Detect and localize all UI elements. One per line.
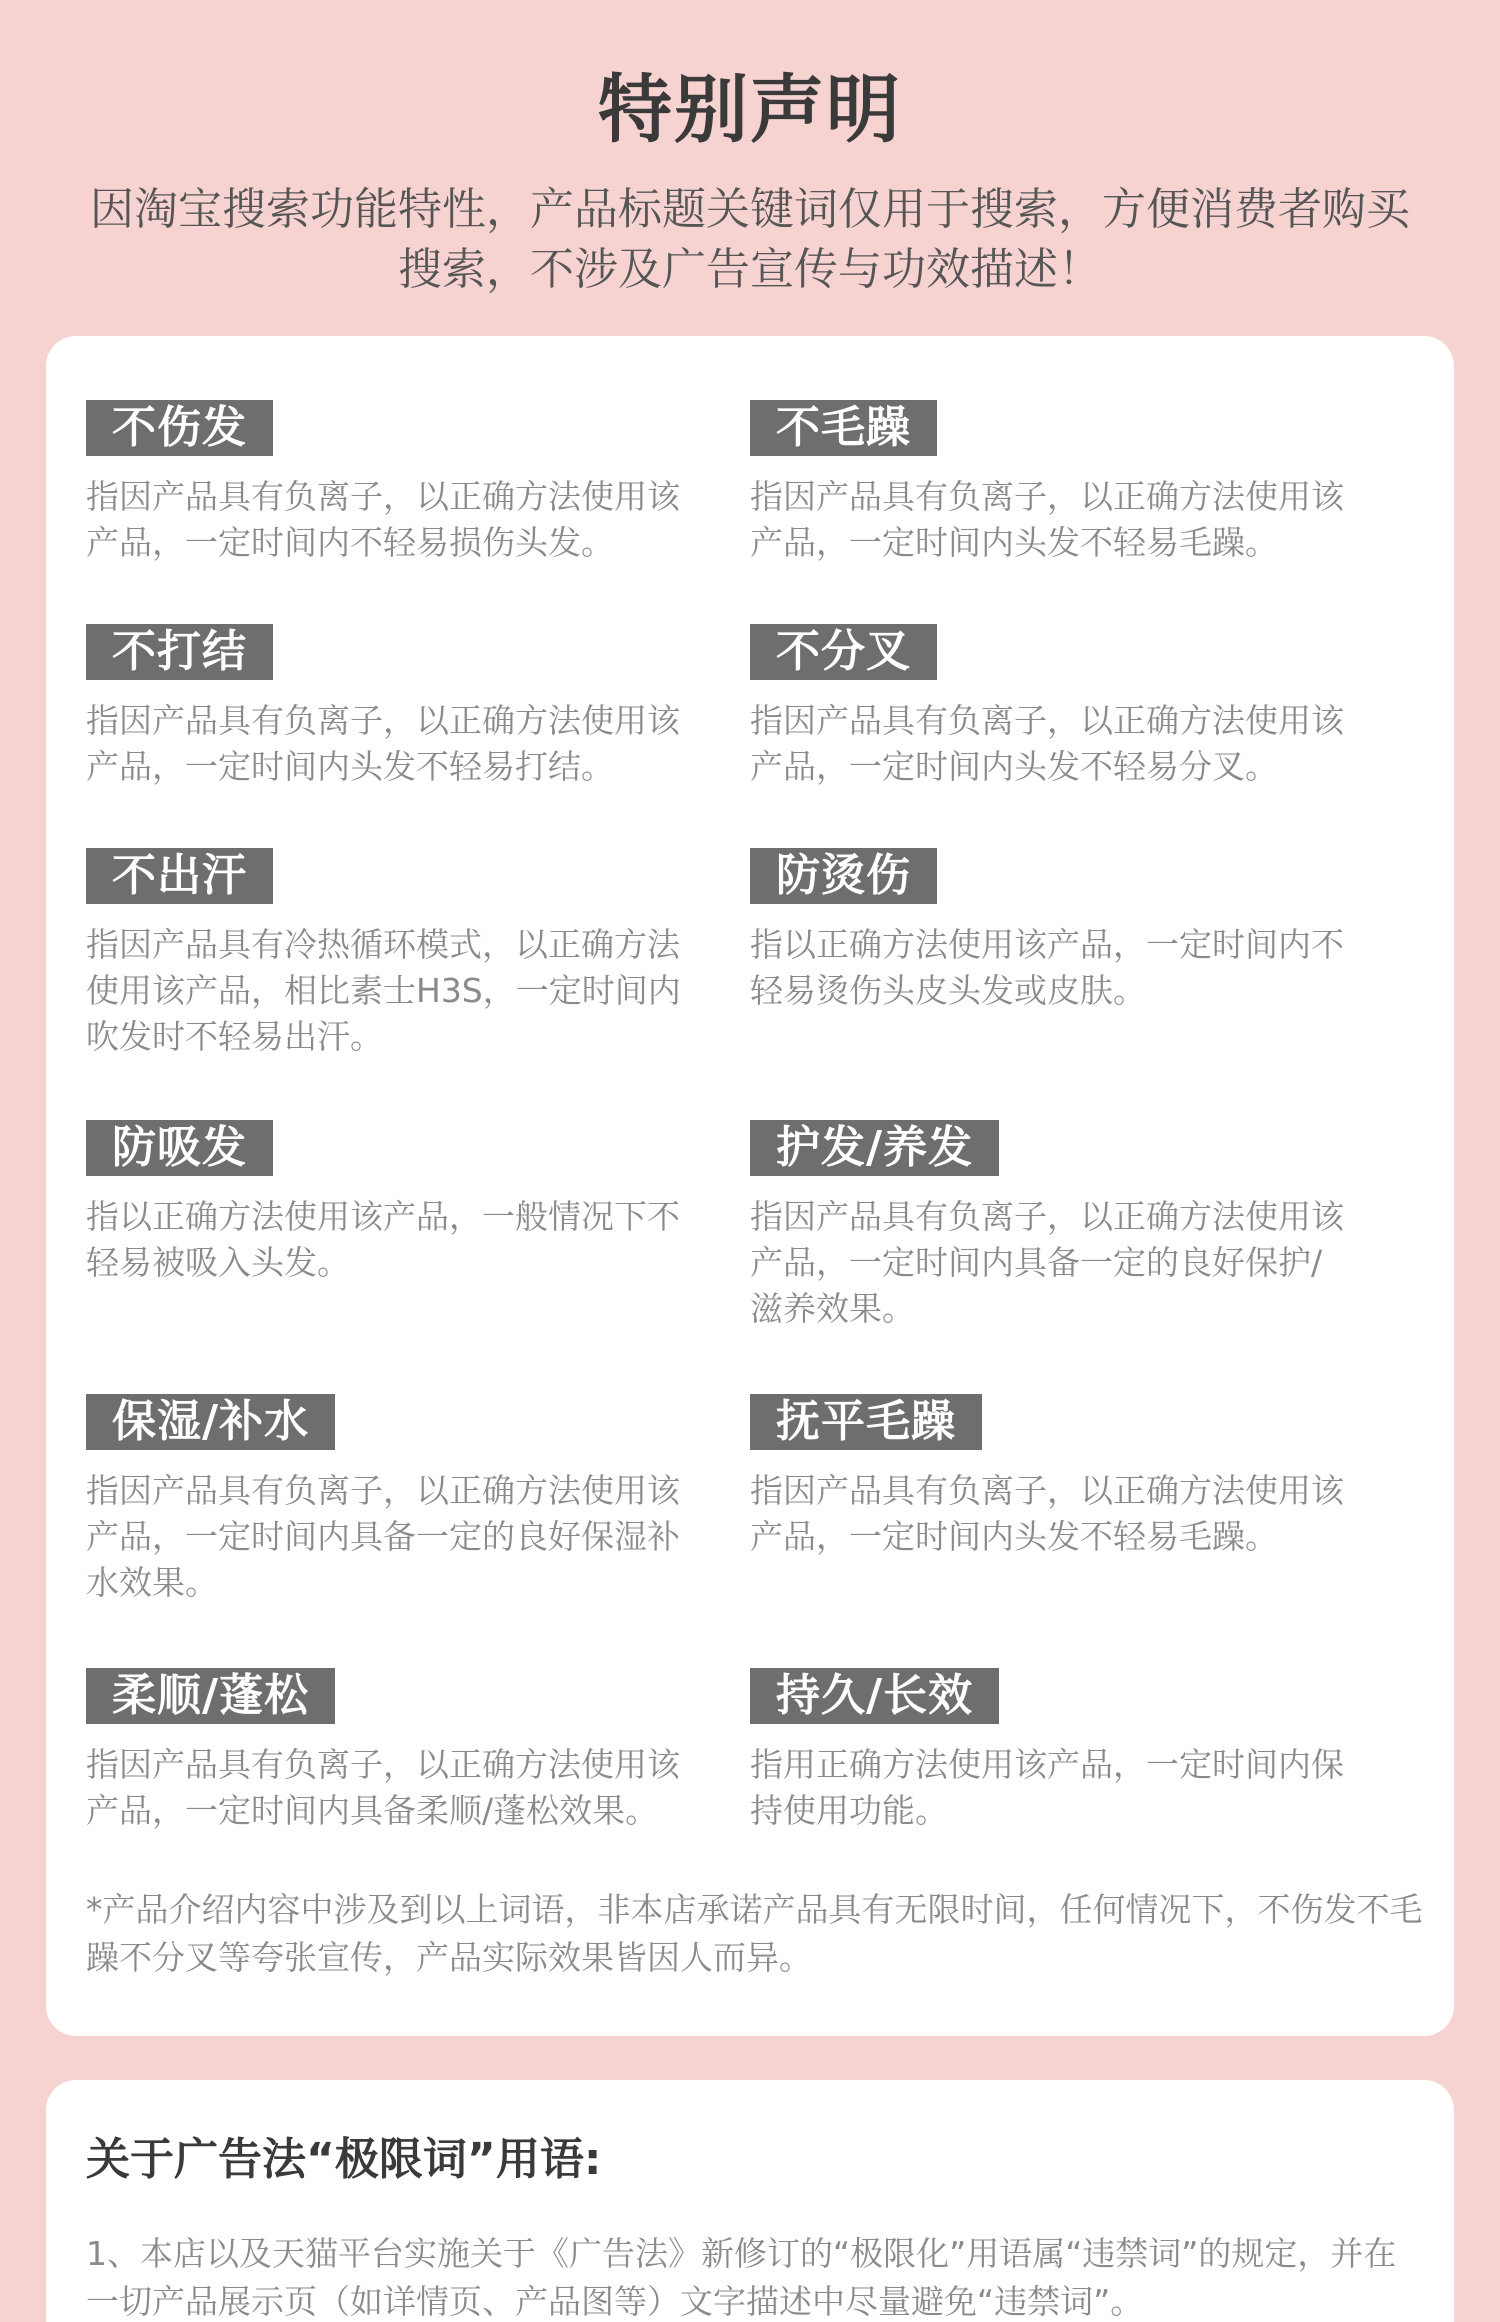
claim-label: 防烫伤 <box>750 848 937 904</box>
claim-item <box>86 624 686 790</box>
claim-label: 持久/长效 <box>750 1668 999 1724</box>
claim-item <box>750 1668 1350 1834</box>
claim-item <box>86 1394 686 1606</box>
claim-desc: 指因产品具有冷热循环模式，以正确方法使用该产品，相比素士H3S，一定时间内吹发时不轻易出汗。 <box>86 925 681 1056</box>
claim-item <box>86 1120 686 1286</box>
claim-item <box>86 848 686 1060</box>
page-subtitle: 因淘宝搜索功能特性，产品标题关键词仅用于搜索，方便消费者购买搜索，不涉及广告宣传与功效描述！ <box>90 184 1410 295</box>
claim-desc: 指因产品具有负离子，以正确方法使用该产品，一定时间内不轻易损伤头发。 <box>86 477 680 562</box>
claim-label: 不打结 <box>86 624 273 680</box>
claim-desc: 指因产品具有负离子，以正确方法使用该产品，一定时间内头发不轻易分叉。 <box>750 701 1344 786</box>
claim-label: 保湿/补水 <box>86 1394 335 1450</box>
claim-item <box>750 1120 1350 1332</box>
claim-desc: 指因产品具有负离子，以正确方法使用该产品，一定时间内头发不轻易毛躁。 <box>750 477 1344 562</box>
page-title: 特别声明 <box>598 67 902 153</box>
claim-desc: 指以正确方法使用该产品，一般情况下不轻易被吸入头发。 <box>86 1197 680 1282</box>
claim-desc: 指用正确方法使用该产品，一定时间内保持使用功能。 <box>750 1745 1344 1830</box>
claim-label: 不出汗 <box>86 848 273 904</box>
claim-item <box>750 848 1350 1014</box>
claim-item <box>750 624 1350 790</box>
claim-item <box>86 400 686 566</box>
claim-label: 不伤发 <box>86 400 273 456</box>
claim-label: 护发/养发 <box>750 1120 999 1176</box>
disclaimer-note: *产品介绍内容中涉及到以上词语，非本店承诺产品具有无限时间，任何情况下，不伤发不毛躁不分叉等夸张宣传，产品实际效果皆因人而异。 <box>86 1890 1423 1977</box>
claim-desc: 指因产品具有负离子，以正确方法使用该产品，一定时间内头发不轻易毛躁。 <box>750 1471 1344 1556</box>
claim-label: 柔顺/蓬松 <box>86 1668 335 1724</box>
claim-desc: 指以正确方法使用该产品，一定时间内不轻易烫伤头皮头发或皮肤。 <box>750 925 1344 1010</box>
claims-card <box>46 336 1454 2036</box>
ad-law-text: 1、本店以及天猫平台实施关于《广告法》新修订的“极限化”用语属“违禁词”的规定，并在一切产品展示页（如详情页、产品图等）文字描述中尽量避免“违禁词”。 <box>86 2234 1397 2321</box>
claim-label: 防吸发 <box>86 1120 273 1176</box>
claim-desc: 指因产品具有负离子，以正确方法使用该产品，一定时间内具备一定的良好保湿补水效果。 <box>86 1471 680 1602</box>
ad-law-card <box>46 2080 1454 2322</box>
claim-item <box>750 1394 1350 1560</box>
claim-desc: 指因产品具有负离子，以正确方法使用该产品，一定时间内具备一定的良好保护/滋养效果。 <box>750 1197 1344 1328</box>
claim-item <box>750 400 1350 566</box>
claim-label: 抚平毛躁 <box>750 1394 982 1450</box>
claim-label: 不分叉 <box>750 624 937 680</box>
claim-desc: 指因产品具有负离子，以正确方法使用该产品，一定时间内具备柔顺/蓬松效果。 <box>86 1745 680 1830</box>
claim-desc: 指因产品具有负离子，以正确方法使用该产品，一定时间内头发不轻易打结。 <box>86 701 680 786</box>
claim-label: 不毛躁 <box>750 400 937 456</box>
ad-law-title: 关于广告法“极限词”用语: <box>86 2134 602 2185</box>
claim-item <box>86 1668 686 1834</box>
